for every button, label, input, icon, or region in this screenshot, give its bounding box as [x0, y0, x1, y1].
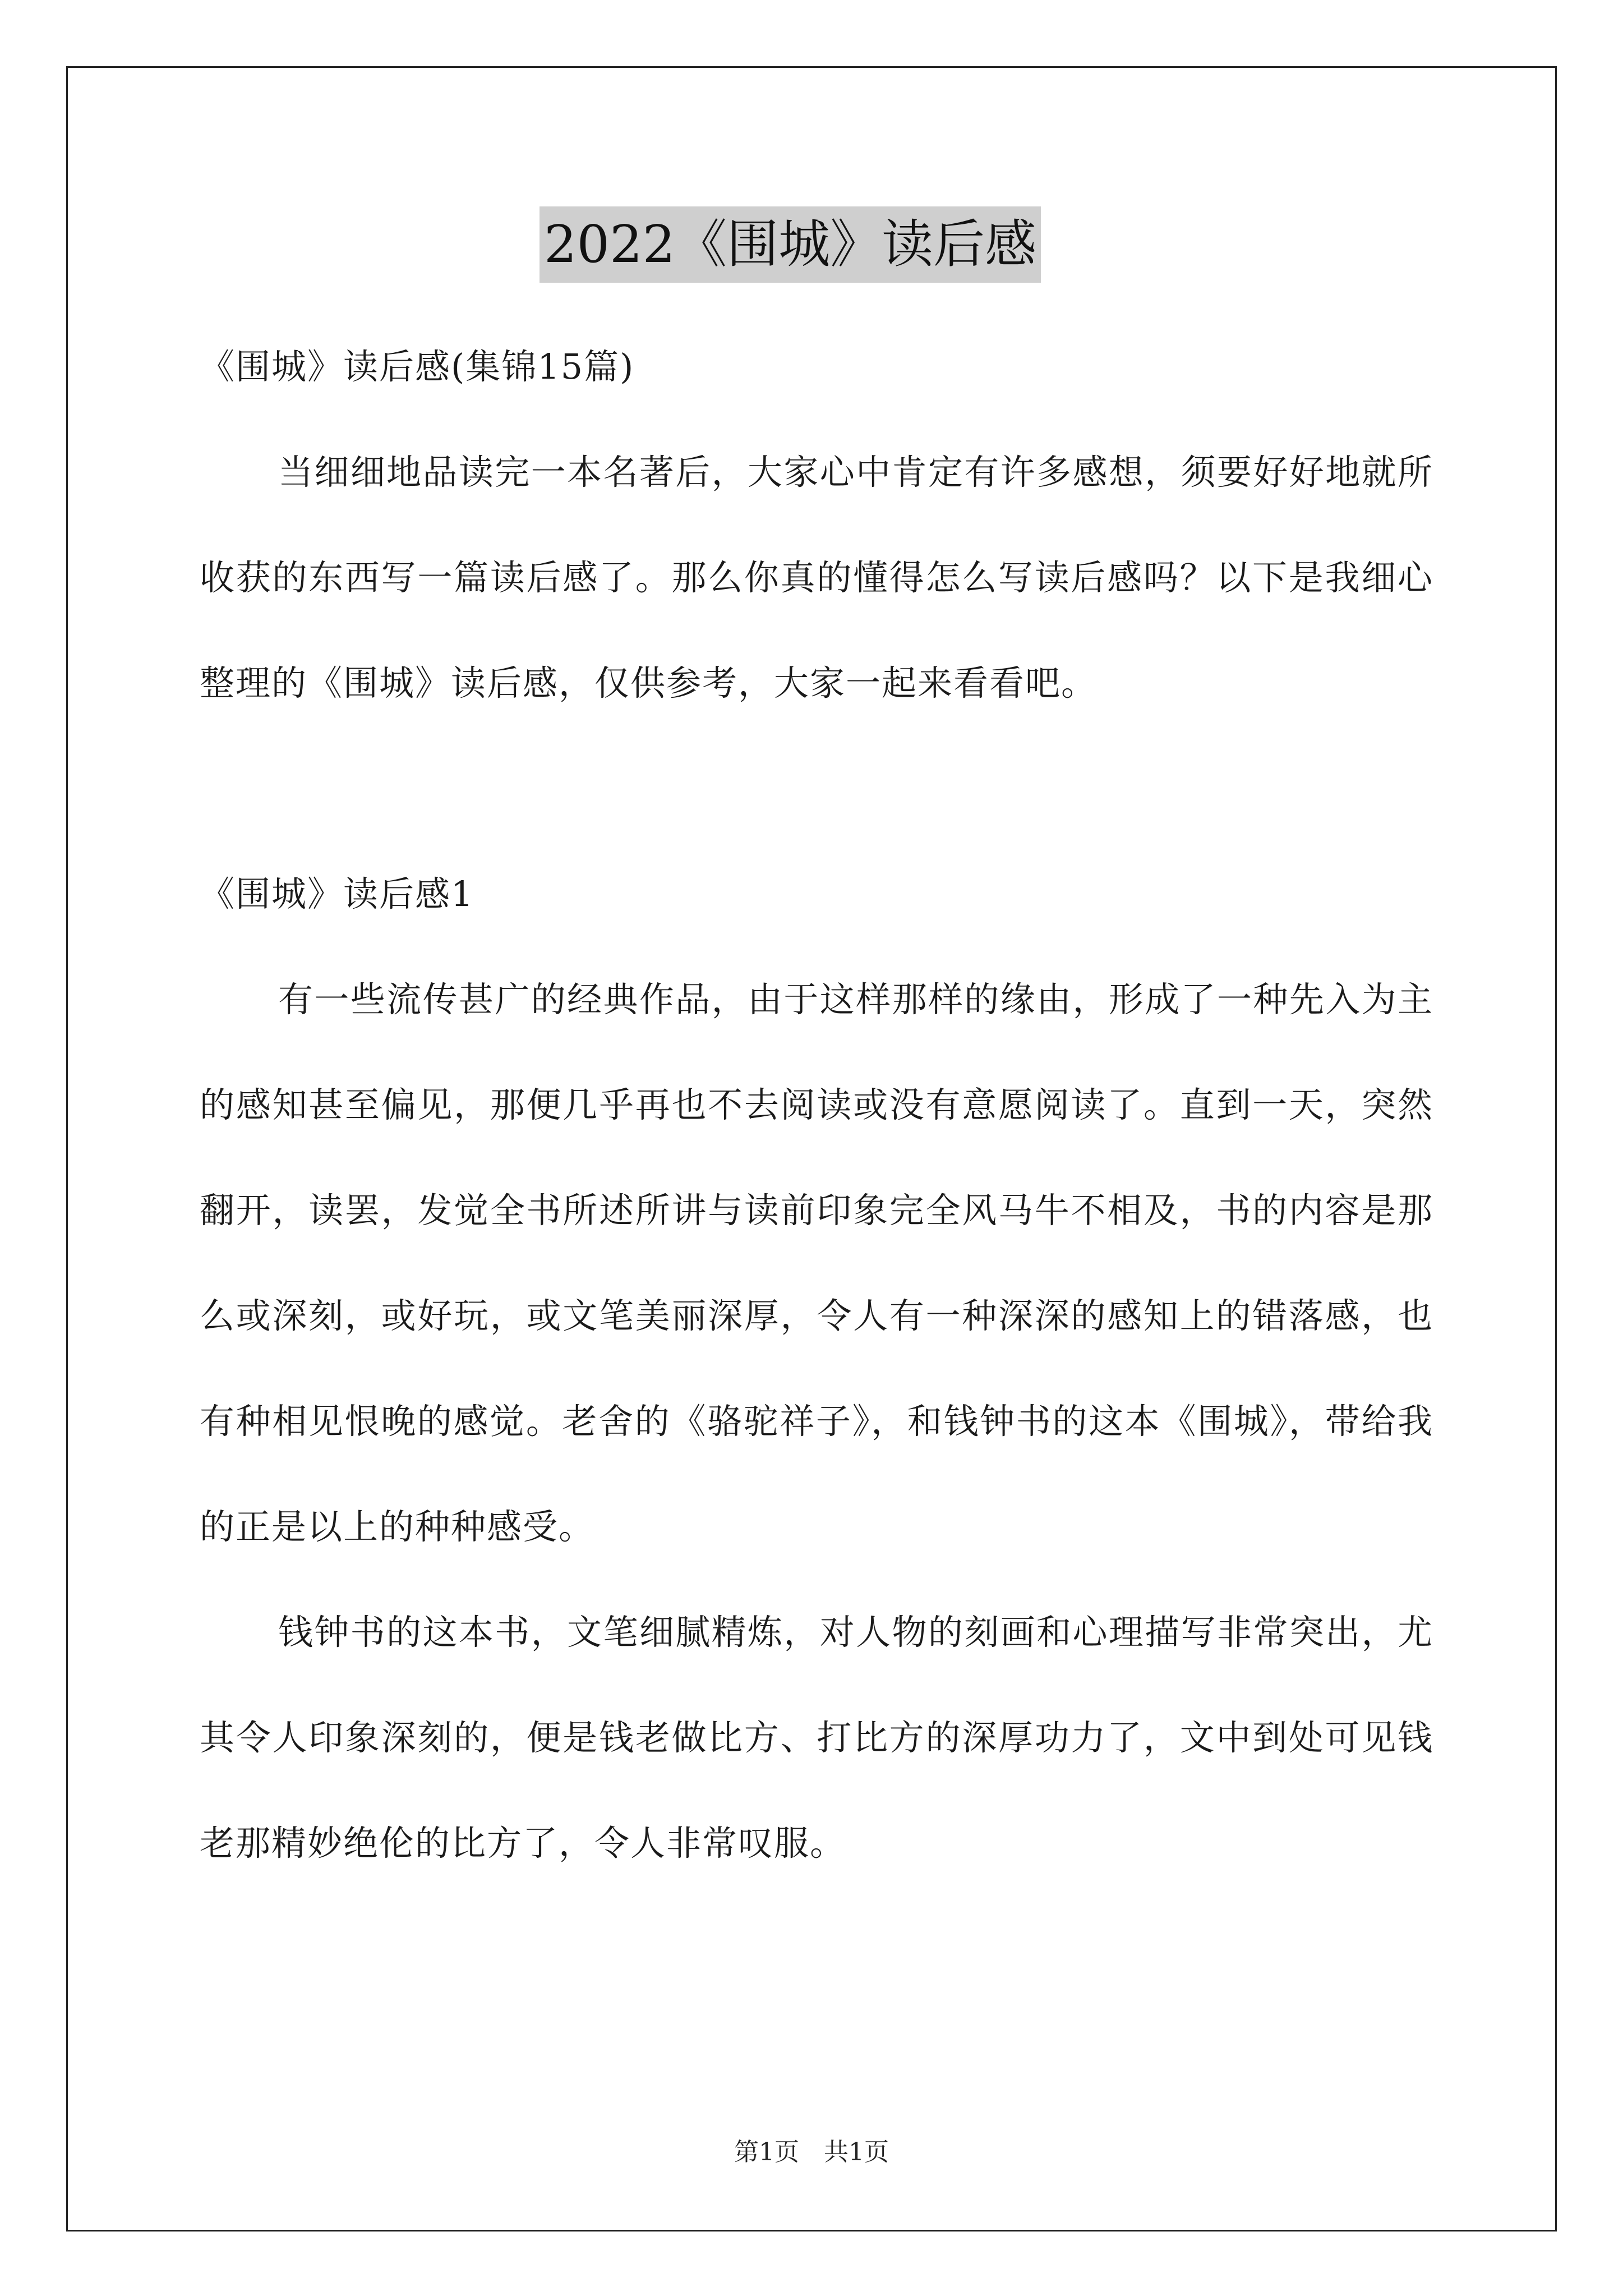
body-paragraph: 钱钟书的这本书，文笔细腻精炼，对人物的刻画和心理描写非常突出，尤其令人印象深刻的，便是钱老做比方、打比方的深厚功力了，文中到处可见钱老那精妙绝伦的比方了，令人非常叹服。	[200, 1612, 1433, 1864]
document-subtitle: 《围城》读后感(集锦15篇)	[200, 346, 635, 387]
body-paragraph: 有一些流传甚广的经典作品，由于这样那样的缘由，形成了一种先入为主的感知甚至偏见，那便几乎再也不去阅读或没有意愿阅读了。直到一天，突然翻开，读罢，发觉全书所述所讲与读前印象完全风马牛不相及，书的内容是那么或深刻，或好玩，或文笔美丽深厚，令人有一种深深的感知上的错落感，也有种相见恨晚的感觉。老舍的《骆驼祥子》，和钱钟书的这本《围城》，带给我的正是以上的种种感受。	[200, 979, 1433, 1547]
intro-paragraph: 当细细地品读完一本名著后，大家心中肯定有许多感想，须要好好地就所收获的东西写一篇读后感了。那么你真的懂得怎么写读后感吗？以下是我细心整理的《围城》读后感，仅供参考，大家一起来看看吧。	[200, 452, 1433, 703]
section-heading: 《围城》读后感1	[200, 873, 474, 914]
document-title: 2022《围城》读后感	[540, 206, 1041, 283]
document-body	[200, 314, 1433, 1896]
page-footer: 第1页 共1页	[734, 2138, 889, 2166]
